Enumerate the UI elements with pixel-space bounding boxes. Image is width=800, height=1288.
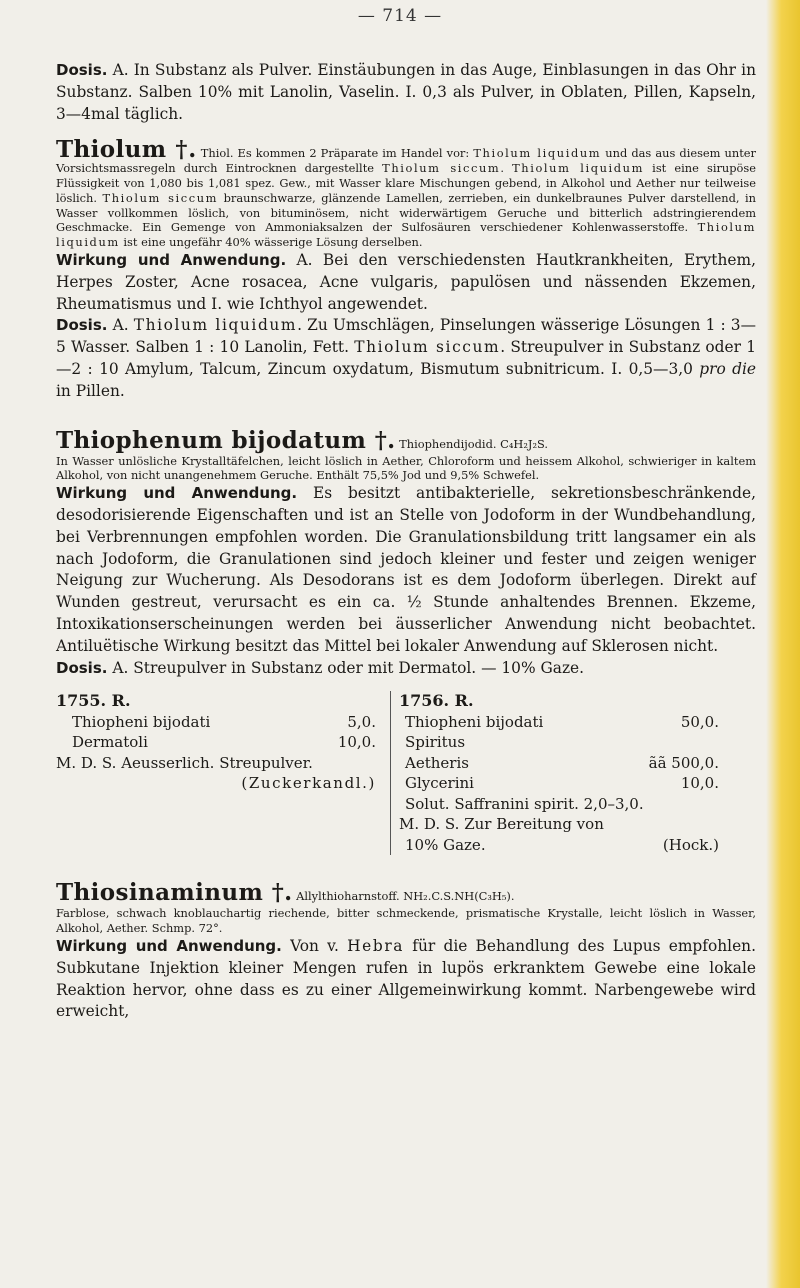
dosis-paragraph [56,60,756,125]
thiophenum-dosis: Dosis. A. Streupulver in Substanz oder mit Dermatol. — 10% Gaze. [56,658,585,677]
thiolum-title: Thiolum †. [56,136,197,164]
thiophenum-wirkung: Wirkung und Anwendung. Es besitzt antibakterielle, sekretionsbeschränkende, desodorisierende Eigenschaften und ist an Stelle von Jodoform in der Wundbehandlung, bei Verbrennungen empfohlen worden. Die Granulationsbildung tritt langsamer ein als nach Jodoform, die Granulationen sind jedoch kleiner und fester und zeigen weniger Neigung zur Wucherung. Als Desodorans ist es dem Jodoform überlegen. Direkt auf Wunden gestreut, verursacht es ein ca. ½ Stunde anhaltendes Brennen. Ekzeme, Intoxikationserscheinungen werden bei äusserlicher Anwendung nicht beobachtet. Antiluëtische Wirkung besitzt das Mittel bei lokaler Anwendung auf Sklerosen nicht. [56,484,756,655]
recipe-author: (Zuckerkandl.) [241,774,376,793]
thiosinaminum-wirkung: Wirkung und Anwendung. Von v. Hebra für die Behandlung des Lupus empfohlen. Subkutane Injektion kleiner Mengen rufen in lupös erkranktem Gewebe eine lokale Reaktion hervor, ohne dass es zu einer Allgemeinwirkung kommt. Narbengewebe wird erweicht, [56,936,756,1021]
dosis-text: A. In Substanz als Pulver. Einstäubungen in das Auge, Einblasungen in das Ohr in Substanz. Salben 10% mit Lanolin, Vaselin. I. 0,3 als Pulver, in Oblaten, Pillen, Kapseln, 3—4mal täglich. [56,61,756,123]
thiolum-wirkung: Wirkung und Anwendung. A. Bei den verschiedensten Hautkrankheiten, Erythem, Herpes Zoster, Acne rosacea, Acne vulgaris, papulösen und nässenden Ekzemen, Rheumatismus und I. wie Ichthyol angewendet. [56,250,756,313]
recipe-item: Spiritus [405,733,466,752]
thiosinaminum-heading: Thiosinaminum †. Allylthioharnstoff. NH₂.C.S.NH(C₃H₅). [56,879,515,907]
thiosinaminum-title: Thiosinaminum †. [56,879,293,907]
recipes [56,691,756,855]
page-body [56,60,756,1023]
recipe-item: Thiopheni bijodati 50,0. [405,712,719,731]
recipe-number: 1755. R. [56,691,131,711]
recipe-signa-line2: 10% Gaze. (Hock.) [405,835,719,854]
dosis-label: Dosis. [56,61,108,79]
recipe-number: 1756. R. [399,691,474,711]
page-edge [766,0,800,1288]
thiophenum-description: In Wasser unlösliche Krystalltäfelchen, leicht löslich in Aether, Chloroform und heissem Alkohol, schwieriger in kaltem Alkohol, von nicht unangenehmem Geruche. Enthält 75,5% Jod und 9,5% Schwefel. [56,453,756,483]
recipe-item: Dermatoli 10,0. [72,733,376,752]
thiolum-description: Thiolum †. Thiol. Es kommen 2 Präparate im Handel vor: Thiolum liquidum und das aus diesem unter Vorsichtsmassregeln durch Eintrocknen dargestellte Thiolum siccum. Thiolum liquidum ist eine sirupöse Flüssigkeit von 1,080 bis 1,081 spez. Gew., mit Wasser klare Mischungen gebend, in Alkohol und Aether nur teilweise löslich. Thiolum siccum braunschwarze, glänzende Lamellen, zerrieben, ein dunkelbraunes Pulver darstellend, in Wasser vollkommen löslich, von bituminösem, nicht widerwärtigem Geruche und bitterlich adstringierendem Geschmacke. Ein Gemenge von Ammoniaksalzen der Sulfosäuren verschiedener Kohlenwasserstoffe. Thiolum liquidum ist eine ungefähr 40% wässerige Lösung derselben. [56,136,757,250]
thiosinaminum-description: Farblose, schwach knoblauchartig riechende, bitter schmeckende, prismatische Krystalle, leicht löslich in Wasser, Alkohol, Aether. Schmp. 72°. [56,906,756,936]
recipe-author: (Hock.) [662,835,719,854]
recipe-item: Aetheris ãã 500,0. [405,753,719,772]
recipe-signa: M. D. S. Zur Bereitung von [399,815,604,834]
page-number: — 714 — [357,6,443,26]
thiophenum-title: Thiophenum bijodatum †. [56,426,396,454]
thiophenum-heading: Thiophenum bijodatum †. Thiophendijodid. C₄H₂J₂S. [56,426,549,454]
recipe-1755 [56,691,376,855]
recipe-item: Glycerini 10,0. [405,774,719,793]
thiolum-dosis: Dosis. A. Thiolum liquidum. Zu Umschlägen, Pinselungen wässerige Lösungen 1 : 3—5 Wasser. Salben 1 : 10 Lanolin, Fett. Thiolum siccum. Streupulver in Substanz oder 1—2 : 10 Amylum, Talcum, Zincum oxydatum, Bismutum subnitricum. I. 0,5—3,0 pro die in Pillen. [56,316,757,400]
recipe-signa: M. D. S. Aeusserlich. Streupulver. [56,753,313,772]
recipe-solut: Solut. Saffranini spirit. 2,0–3,0. [405,794,644,813]
recipe-1756 [390,691,719,855]
recipe-item: Thiopheni bijodati 5,0. [72,712,376,731]
